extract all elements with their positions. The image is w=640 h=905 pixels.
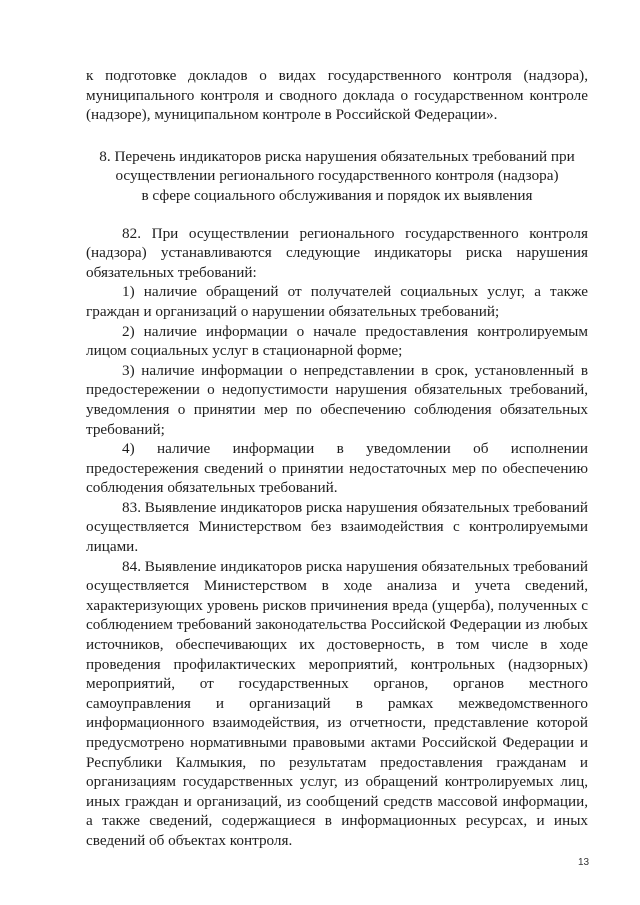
paragraph-84: 84. Выявление индикаторов риска нарушения обязательных требований осуществляется Министерством в ходе анализа и учета сведений, характеризующих уровень рисков причинения вреда (ущерба), полученных с соблюдением требований законодательства Российской Федерации из любых источников, обеспечивающих их достоверность, в том числе в ходе проведения профилактических мероприятий, контрольных (надзорных) мероприятий, от государственных органов, органов местного самоуправления и организаций в рамках межведомственного информационного взаимодействия, из отчетности, представление которой предусмотрено нормативными правовыми актами Российской Федерации и Республики Калмыкия, по результатам предоставления гражданам и организациям государственных услуг, из обращений контролируемых лиц, иных граждан и организаций, из сообщений средств массовой информации, а также сведений, содержащиеся в информационных ресурсах, и иных сведений об объектах контроля.: [86, 557, 588, 849]
list-item-2: 2) наличие информации о начале предоставления контролируемым лицом социальных услуг в стационарной форме;: [86, 322, 588, 360]
intro-paragraph: к подготовке докладов о видах государственного контроля (надзора), муниципального контроля и сводного доклада о государственном контроле (надзоре), муниципальном контроле в Российской Федерации».: [86, 67, 588, 124]
section-heading-line: в сфере социального обслуживания и порядок их выявления: [141, 186, 533, 204]
list-item-3: 3) наличие информации о непредставлении в срок, установленный в предостережении о недопустимости нарушения обязательных требований, уведомления о принятии мер по обеспечению соблюдения обязательных требований;: [86, 361, 588, 438]
section-heading-line: 8. Перечень индикаторов риска нарушения обязательных требований при: [99, 147, 575, 165]
section-heading: [86, 147, 588, 206]
page-number: 13: [578, 857, 590, 868]
section-heading-line: осуществлении регионального государственного контроля (надзора): [115, 167, 559, 185]
document-page: [86, 66, 588, 851]
paragraph-83: 83. Выявление индикаторов риска нарушения обязательных требований осуществляется Министерством без взаимодействия с контролируемыми лицами.: [86, 498, 588, 556]
list-item-4: 4) наличие информации в уведомлении об исполнении предостережения сведений о принятии недостаточных мер по обеспечению соблюдения обязательных требований.: [86, 440, 588, 497]
paragraph-82: 82. При осуществлении регионального государственного контроля (надзора) устанавливаются следующие индикаторы риска нарушения обязательных требований:: [86, 224, 588, 281]
list-item-1: 1) наличие обращений от получателей социальных услуг, а также граждан и организаций о нарушении обязательных требований;: [86, 283, 588, 320]
